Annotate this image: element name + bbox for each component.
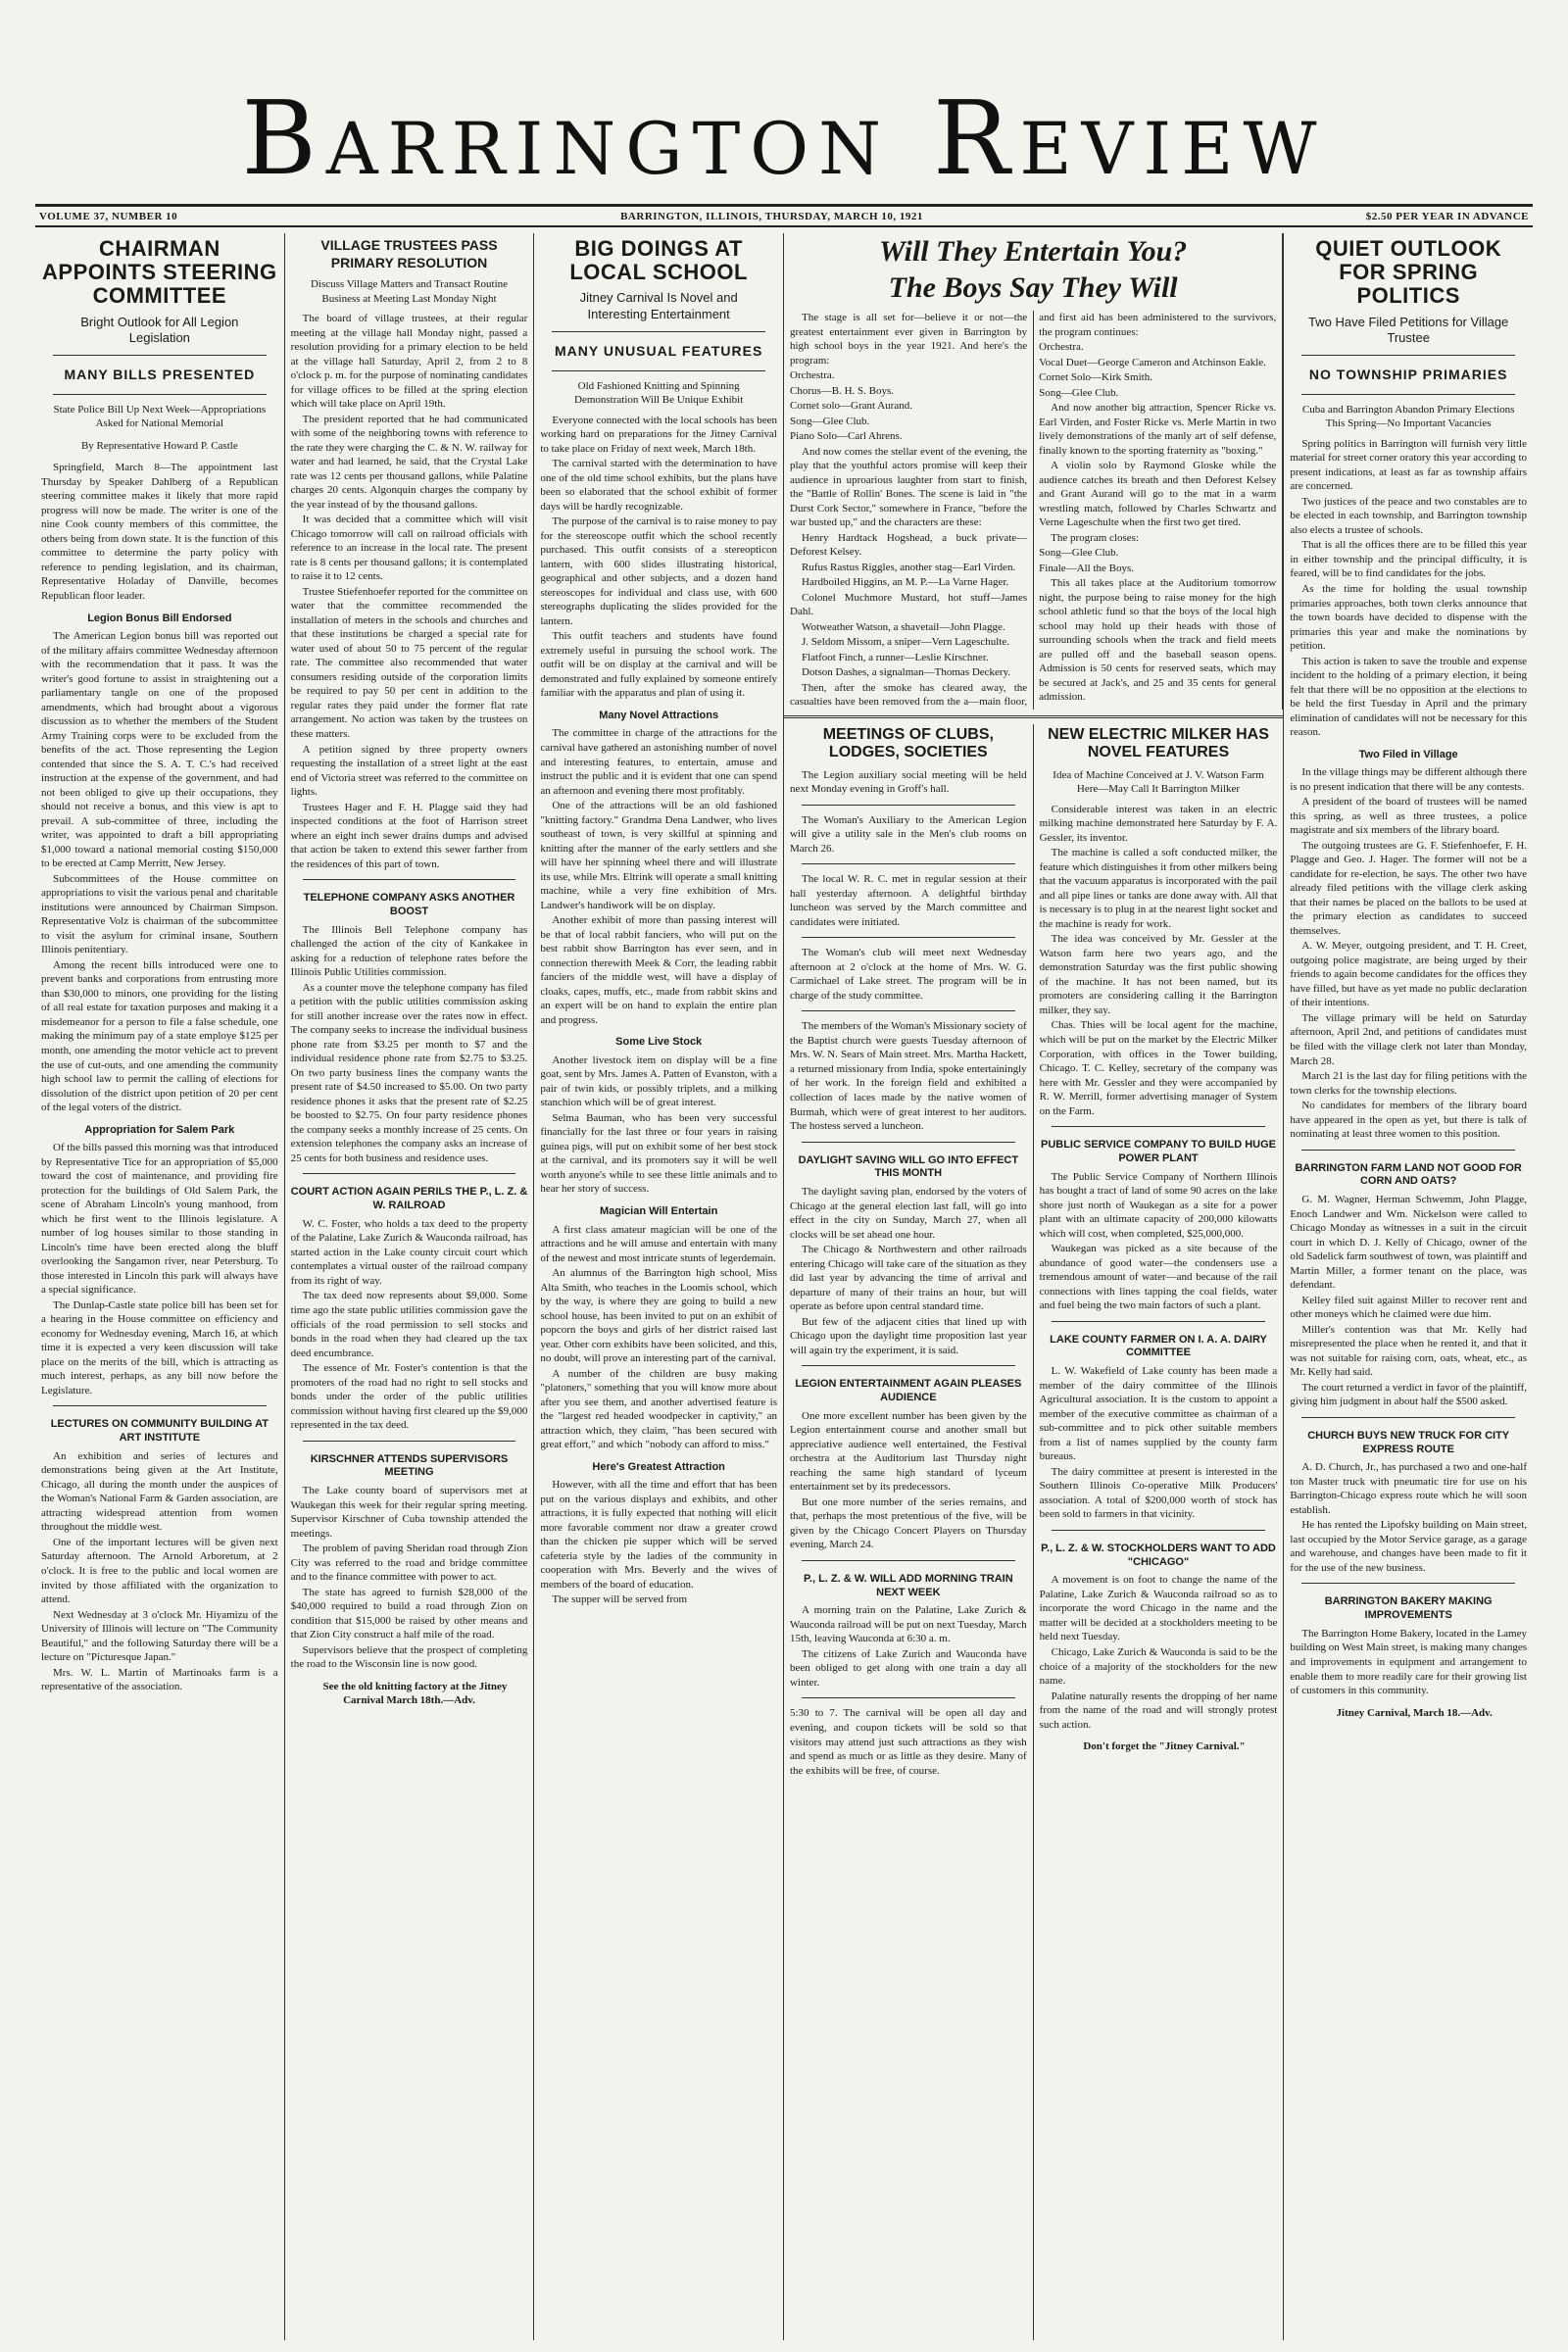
paragraph: A morning train on the Palatine, Lake Zurich & Wauconda railroad will be put on next Tuesday, March 15th, leaving Wauconda at 6:30 a. m. bbox=[790, 1604, 1027, 1645]
divider bbox=[802, 1697, 1015, 1698]
paragraph: He has rented the Lipofsky building on Main street, last occupied by the Motor Service garage, as a garage and warehouse, and changes have been made to fit it for the use of the new business. bbox=[1290, 1519, 1527, 1574]
deck-state-police: State Police Bill Up Next Week—Appropriations Asked for National Memorial bbox=[53, 403, 267, 430]
divider bbox=[802, 1142, 1015, 1143]
paragraph: And now comes the stellar event of the evening, the play that the youthful actors promise will keep their audience in uproarious laughter from start to finish, the "Battle of Rollin' Bones. The scene is laid in "the Durst Cork Sector," somewhere in France, "before the war busted up," and the characters are these: bbox=[790, 445, 1028, 529]
headline-stockholders: P., L. Z. & W. STOCKHOLDERS WANT TO ADD "CHICAGO" bbox=[1041, 1542, 1276, 1568]
deck-knitting: Old Fashioned Knitting and Spinning Demonstration Will Be Unique Exhibit bbox=[574, 379, 744, 407]
subhead: Many Novel Attractions bbox=[599, 709, 719, 721]
paragraph: Another livestock item on display will be a fine goat, sent by Mrs. James A. Patten of Evanston, with a pair of twin kids, or possibly triplets, and a milking stanchion which will be of great interest. bbox=[540, 1054, 777, 1109]
entertainment-story bbox=[784, 233, 1283, 710]
newspaper-title: Barrington Review bbox=[241, 78, 1327, 198]
paragraph: Kelley filed suit against Miller to recover rent and other moneys which he claimed were due him. bbox=[1290, 1294, 1527, 1321]
paragraph: One of the important lectures will be given next Saturday afternoon. The Arnold Arboretum, at 2 o'clock. It is free to the public and local women are invited by those affiliated with the organization to attend. bbox=[41, 1536, 278, 1606]
deck-two-filed: Two Have Filed Petitions for Village Trustee bbox=[1308, 314, 1509, 346]
paragraph: The tax deed now represents about $9,000. Some time ago the state public utilities commission gave the officials of the road permission to sell stocks and bonds in the road when they had cleared up the tax deed encumbrance. bbox=[290, 1290, 528, 1359]
headline-meetings: MEETINGS OF CLUBS, LODGES, SOCIETIES bbox=[822, 725, 994, 761]
advertisement-line: Don't forget the "Jitney Carnival." bbox=[1083, 1740, 1246, 1753]
deck-discuss-village: Discuss Village Matters and Transact Routine Business at Meeting Last Monday Night bbox=[310, 278, 509, 305]
paragraph: The Woman's club will meet next Wednesday afternoon at 2 o'clock at the home of Mrs. W. G. Carmichael of Lake street. The program will be in charge of the study committee. bbox=[790, 947, 1027, 1002]
cast-item: Dotson Dashes, a signalman—Thomas Deckery. bbox=[802, 666, 1011, 679]
paragraph: The citizens of Lake Zurich and Wauconda have been obliged to get along with one train a day all winter. bbox=[790, 1647, 1027, 1689]
paragraph: Selma Bauman, who has been very successful financially for the last three or four years in raising guinea pigs, will put on exhibit some of her best stock at the carnival, and its promoters say it will be well worth anyone's while to see these little animals and to hear her story of success. bbox=[540, 1111, 777, 1196]
program-item: Song—Glee Club. bbox=[1039, 386, 1119, 399]
paragraph: Supervisors believe that the prospect of completing the road to the Wisconsin line is now good. bbox=[290, 1643, 528, 1671]
paragraph: The Illinois Bell Telephone company has challenged the action of the city of Kankakee in asking for a reduction of telephone rates before the Illinois Public Utilities commission. bbox=[290, 923, 528, 979]
divider bbox=[1301, 1583, 1515, 1584]
paragraph: Springfield, March 8—The appointment last Thursday by Speaker Dahlberg of a Republican steering committee makes it likely that more rapid progress will now be made. The writer is one of the nine Cook county members of this committee, the others being from down state. It is the function of this committee to determine the party policy with reference to pending legislation, and its chairman, Representative Holaday of Danville, becomes Republican floor leader. bbox=[41, 462, 278, 602]
divider bbox=[303, 879, 516, 880]
paragraph: An exhibition and series of lectures and demonstrations being given at the Art Institute, Chicago, all during the month under the auspices of the Woman's National Farm & Garden association, are attracting widespread attention from women throughout the middle west. bbox=[41, 1449, 278, 1534]
paragraph: Spring politics in Barrington will furnish very little material for street corner oratory this year according to present indications, at least as far as township affairs are concerned. bbox=[1290, 437, 1527, 493]
program-item: Orchestra. bbox=[790, 369, 835, 382]
paragraph: The Woman's Auxiliary to the American Legion will give a utility sale in the Men's club rooms on March 26. bbox=[790, 813, 1027, 855]
paragraph: No candidates for members of the library board have appeared in the open as yet, but there is talk of nominating at least three women to this position. bbox=[1290, 1100, 1527, 1141]
paragraph: One more excellent number has been given by the Legion entertainment course and another small but appreciative audience well entertained, the Festival orchestra at the Auditorium last Thursday night reaching the same high standard of lyceum entertainment set by its predecessors. bbox=[790, 1409, 1027, 1494]
program-item: Song—Glee Club. bbox=[1039, 547, 1119, 560]
subhead: Two Filed in Village bbox=[1358, 748, 1458, 760]
dateline-bar bbox=[35, 204, 1533, 227]
divider bbox=[53, 1405, 267, 1406]
cast-item: Colonel Muchmore Mustard, hot stuff—James Dahl. bbox=[790, 591, 1028, 618]
paragraph: The Barrington Home Bakery, located in the Lamey building on West Main street, is making many changes and improvements in equipment and arrangement to enable them to more readily care for their growing list of customers in this community. bbox=[1290, 1627, 1527, 1697]
divider bbox=[1301, 394, 1515, 395]
place-and-date: BARRINGTON, ILLINOIS, THURSDAY, MARCH 10, 1921 bbox=[620, 210, 923, 222]
paragraph: The president reported that he had communicated with some of the neighboring towns with reference to the rate they were charging the C. & N. W. railway for water and had learned, he said, that the Crystal Lake rate was 12 cents per thousand gallons, while Palatine charges 20 cents. Algonquin charges the company by the year instead of by the thousand gallons. bbox=[290, 413, 528, 511]
divider bbox=[552, 331, 765, 332]
divider bbox=[802, 805, 1015, 806]
program-item: Piano Solo—Carl Ahrens. bbox=[790, 430, 903, 443]
divider bbox=[53, 394, 267, 395]
paragraph: Trustees Hager and F. H. Plagge said they had inspected conditions at the foot of Harrison street where an eight inch sewer drains dumps and advised that action be taken to extend this sewer farther from the residences of this part of town. bbox=[290, 801, 528, 870]
paragraph: The Public Service Company of Northern Illinois has bought a tract of land of some 90 acres on the lake shore just north of Waukegan as a site for a power plant with an ultimate capacity of 200,000 kilowatts which will cost, when completed, $25,000,000. bbox=[1039, 1170, 1278, 1240]
masthead bbox=[35, 0, 1533, 204]
program-item: Orchestra. bbox=[1039, 341, 1084, 354]
paragraph: It was decided that a committee which will visit Chicago tomorrow will call on railroad officials with reference to an increase in the local rate. The present rate is 8 cents per thousand gallons; it is contemplated to raise it to 12 cents. bbox=[290, 514, 528, 583]
paragraph: However, with all the time and effort that has been put on the various displays and exhibits, and other attractions, it is fully expected that nothing will elicit more favorable comment nor draw a greater crowd than the chicken pie supper which will be served cafeteria style by the ladies of the community in cooperation with Mrs. Beverly and the wives of members of the board of education. bbox=[540, 1479, 777, 1591]
paragraph: As a counter move the telephone company has filed a petition with the public utilities commission asking for still another increase over the rates now in effect. The company seeks to increase the individual business phone rate from $3.25 per month to $7 and the individual residence phone rate from $2.75 to $3.25. On two party business lines the company wants the present rate of $4.50 increased to $5.00. On two party residence phones it asks that the present rate of $2.25 be boosted to $2.75. On four party residence phones the company seeks a monthly increase of 25 cents. On extension telephones the company asks an increase of 25 cents for both business and residence uses. bbox=[290, 981, 528, 1164]
paragraph: The committee in charge of the attractions for the carnival have gathered an astonishing number of novel and interesting features, to entertain, amuse and instruct the public and it is evident that one can spend an afternoon and evening there most profitably. bbox=[540, 727, 777, 797]
subhead: Here's Greatest Attraction bbox=[592, 1460, 725, 1473]
paragraph: The Legion auxiliary social meeting will be held next Monday evening in Groff's hall. bbox=[790, 768, 1027, 796]
divider bbox=[303, 1173, 516, 1174]
headline-quiet-outlook: QUIET OUTLOOK FOR SPRING POLITICS bbox=[1315, 236, 1502, 309]
paragraph: Then, after the smoke has cleared away, the casualties have been removed from the a—main floor, and first aid has been administered to the survivors, the program continues: bbox=[790, 312, 1277, 709]
divider bbox=[1301, 1150, 1515, 1151]
paragraph: The program closes: bbox=[1051, 531, 1139, 544]
byline: By Representative Howard P. Castle bbox=[80, 439, 238, 452]
paragraph: A violin solo by Raymond Gloske while the audience catches its breath and then Deforest Kelsey and Grant Aurand will go to the mat in a warm wrestling match, followed by Charles Schwartz and Verne Lageschulte when the first two get tired. bbox=[1039, 460, 1277, 529]
program-item: Chorus—B. H. S. Boys. bbox=[790, 384, 895, 397]
paragraph: And now another big attraction, Spencer Ricke vs. Earl Virden, and Foster Ricke vs. Merle Martin in two lively demonstrations of the manly art of self defense, finally known to the sporting fraternity as "boxing." bbox=[1039, 402, 1277, 457]
paragraph: Two justices of the peace and two constables are to be elected in each township, and Barrington township also elects a trustee of schools. bbox=[1290, 495, 1527, 536]
divider bbox=[53, 355, 267, 356]
subhead: Some Live Stock bbox=[615, 1036, 703, 1049]
headline-church-truck: CHURCH BUYS NEW TRUCK FOR CITY EXPRESS ROUTE bbox=[1307, 1429, 1510, 1455]
cast-item: J. Seldom Missom, a sniper—Vern Lageschulte. bbox=[802, 636, 1010, 649]
headline-dairy-committee: LAKE COUNTY FARMER ON I. A. A. DAIRY COMMITTEE bbox=[1050, 1333, 1267, 1359]
paragraph: But few of the adjacent cities that lined up with Chicago upon the daylight time proposition last year will again try the experiment, it is said. bbox=[790, 1315, 1027, 1356]
divider bbox=[1052, 1321, 1266, 1322]
deck-unusual-features: MANY UNUSUAL FEATURES bbox=[554, 343, 763, 360]
paragraph: 5:30 to 7. The carnival will be open all day and evening, and coupon tickets will be sold so that visitors may attend just such attractions as they wish and spend as much or as little as they desire. Many of the exhibits will be free, of course. bbox=[790, 1707, 1027, 1777]
paragraph: Among the recent bills introduced were one to prevent banks and corporations from entrusting more than $30,000 to minors, one providing for the listing of all real estate for taxation purposes and making it a misdemeanor for a person to file a false schedule, one making the minimum pay of a state employe $125 per month, one amending the motor vehicle act to prevent the use of cut-outs, and one amending the community high school law to permit the calling of elections for dissolution of the district upon petition of 20 per cent of the legal voters of the district. bbox=[41, 958, 278, 1114]
paragraph: Palatine naturally resents the dropping of her name from the name of the road and will strongly protest such action. bbox=[1039, 1690, 1278, 1731]
paragraph: Chas. Thies will be local agent for the machine, which will be put on the market by the Electric Milker Corporation, with offices in the Tower building, Chicago. T. C. Kelley, secretary of the company was here with Mr. Gessler and they were accompanied by R. W. Merrill, former advertising manager of System on the Farm. bbox=[1039, 1019, 1278, 1117]
subhead: Magician Will Entertain bbox=[600, 1204, 718, 1217]
paragraph: The outgoing trustees are G. F. Stiefenhoefer, F. H. Plagge and Geo. J. Hager. The former will not be a candidate for re-election, he says. The other two have already filed petitions with the village clerk asking that their names be placed on the ballots to be used at the primary election as candidates to succeed themselves. bbox=[1290, 839, 1527, 937]
paragraph: Subcommittees of the House committee on appropriations to visit the various penal and charitable institutions were announced by Chairman Simpson. Representative Volz is chairman of the subcommittee to visit the asylum for criminal insane, Southern Illinois penitentiary. bbox=[41, 872, 278, 956]
program-item: Song—Glee Club. bbox=[790, 415, 870, 427]
headline-court-action: COURT ACTION AGAIN PERILS THE P., L. Z. & W. RAILROAD bbox=[290, 1186, 528, 1212]
paragraph: The board of village trustees, at their regular meeting at the village hall Monday night, passed a resolution providing for a primary election to be held at the village hall Saturday, April 2, from 2 to 8 o'clock p. m. for the purpose of nominating candidates for village offices to be filled at the spring election which will take place on April 19th. bbox=[290, 313, 528, 411]
paragraph: A first class amateur magician will be one of the attractions and he will amuse and entertain with many of the newest and most intricate stunts of legerdemain. bbox=[540, 1223, 777, 1264]
deck-bright-outlook: Bright Outlook for All Legion Legislation bbox=[80, 314, 239, 346]
advertisement-line: See the old knitting factory at the Jitney Carnival March 18th.—Adv. bbox=[322, 1680, 508, 1707]
headline-telephone-company: TELEPHONE COMPANY ASKS ANOTHER BOOST bbox=[303, 892, 515, 917]
subhead: Legion Bonus Bill Endorsed bbox=[87, 612, 232, 624]
paragraph: This action is taken to save the trouble and expense incident to the holding of a primary election, it being felt that there will be no opposition at the elections to be held the first Tuesday in April and the primary elimination of candidates will not be necessary for this reason. bbox=[1290, 655, 1527, 739]
paragraph: The Dunlap-Castle state police bill has been set for a hearing in the House committee on efficiency and economy for Wednesday evening, March 16, at which time it is expected a very keen discussion will take place on the merits of the bill, which is attracting as much interest, perhaps, as any bill now before the Legislature. bbox=[41, 1298, 278, 1396]
paragraph: The state has agreed to furnish $28,000 of the $40,000 required to build a road through Zion on condition that $15,000 be raised by other means and that Zion City construct a half mile of the road. bbox=[290, 1586, 528, 1642]
deck-no-primaries: NO TOWNSHIP PRIMARIES bbox=[1308, 367, 1508, 383]
paragraph: A president of the board of trustees will be named this spring, as well as three trustees, a police magistrate and six members of the library board. bbox=[1290, 796, 1527, 837]
divider bbox=[784, 715, 1283, 718]
entertainment-body bbox=[790, 311, 1276, 710]
paragraph: This outfit teachers and students have found extremely useful in pursuing the school work. The outfit will be on display at the carnival and will be demonstrated and fully explained by someone entirely familiar with the apparatus and plan of using it. bbox=[540, 630, 777, 700]
paragraph: G. M. Wagner, Herman Schwemm, John Plagge, Enoch Landwer and Wm. Nickelson were called to Chicago Monday as witnesses in a suit in the circuit court in which D. J. Kelly of Chicago, owner of the old Sadelick farm southwest of town, was plaintiff and Martin Miller, a former tenant on the place, was defendant. bbox=[1290, 1194, 1527, 1292]
divider bbox=[552, 370, 765, 371]
paragraph: Considerable interest was taken in an electric milking machine demonstrated here Saturday by F. A. Gessler, its inventor. bbox=[1039, 803, 1278, 844]
paragraph: The purpose of the carnival is to raise money to pay for the stereoscope outfit which the school recently purchased. This outfit consists of a stereopticon lantern, with 600 slides illustrating historical, geographical and other subjects, and a dozen hand stereoscopes for individual and class use, with 600 stereographs duplicating the slides provided for the lantern. bbox=[540, 515, 777, 627]
volume-number: VOLUME 37, NUMBER 10 bbox=[39, 210, 178, 222]
headline-electric-milker: NEW ELECTRIC MILKER HAS NOVEL FEATURES bbox=[1048, 725, 1269, 761]
paragraph: The court returned a verdict in favor of the plaintiff, giving him judgment in about half the $500 asked. bbox=[1290, 1381, 1527, 1408]
paragraph: The carnival started with the determination to have one of the old time school exhibits, but the plans have been so elaborated that the school exhibit of former days will be hardly recognizable. bbox=[540, 458, 777, 513]
column-2 bbox=[285, 233, 535, 2340]
headline-farm-land: BARRINGTON FARM LAND NOT GOOD FOR CORN AND OATS? bbox=[1295, 1161, 1522, 1188]
headline-morning-train: P., L. Z. & W. WILL ADD MORNING TRAIN NEXT WEEK bbox=[803, 1572, 1013, 1598]
cast-item: Hardboiled Higgins, an M. P.—La Varne Hager. bbox=[802, 576, 1009, 589]
divider bbox=[802, 1365, 1015, 1366]
paragraph: The idea was conceived by Mr. Gessler at the Watson farm here two years ago, and the demonstration Saturday was the first public showing of the machine. It has not been named, but its promoters are considering calling it the Barrington milker, they say. bbox=[1039, 933, 1278, 1016]
paragraph: The members of the Woman's Missionary society of the Baptist church were guests Tuesday afternoon of Mrs. W. N. Sears of Main street. Mrs. Martha Hackett, a returned missionary from India, spoke entertainingly of her work. In the foreign field and exhibited a collection of laces made by the native women of Burmah, which were of great interest to her auditors. The hostess served a luncheon. bbox=[790, 1020, 1027, 1133]
advertisement-line: Jitney Carnival, March 18.—Adv. bbox=[1336, 1706, 1493, 1719]
paragraph: W. C. Foster, who holds a tax deed to the property of the Palatine, Lake Zurich & Wauconda railroad, has started action in the Lake county circuit court which contemplates a virtual ouster of the railroad company from its right of way. bbox=[290, 1217, 528, 1287]
paragraph: The village primary will be held on Saturday afternoon, April 2nd, and petitions of candidates must be filed with the village clerk not later than Monday, March 28. bbox=[1290, 1011, 1527, 1067]
paragraph: The Lake county board of supervisors met at Waukegan this week for their regular spring meeting. Supervisor Kirschner of Cuba township attended the meetings. bbox=[290, 1485, 528, 1540]
cast-item: Flatfoot Finch, a runner—Leslie Kirschner. bbox=[802, 651, 989, 663]
paragraph: A movement is on foot to change the name of the Palatine, Lake Zurich & Wauconda railroad so as to incorporate the word Chicago in the name and the matter will be decided at a stockholders meeting to be held next Tuesday. bbox=[1039, 1574, 1278, 1643]
paragraph: Waukegan was picked as a site because of the abundance of good water—the condensers use a tremendous amount of water—and because of the rail connections with lines tapping the coal fields, water and fuel being the two main factors of such a plant. bbox=[1039, 1243, 1278, 1312]
paragraph: The dairy committee at present is interested in the Southern Illinois Co-operative Milk Producers' association. A total of $200,000 worth of stock has been sold to farmers in that vicinity. bbox=[1039, 1465, 1278, 1521]
paragraph: L. W. Wakefield of Lake county has been made a member of the dairy committee of the Illinois Agricultural association. It is the custom to appoint a member of the executive committee as chairman of a sub-committee and to pick other suitable members from a list of names supplied by the county farm bureaus. bbox=[1039, 1365, 1278, 1463]
paragraph: Next Wednesday at 3 o'clock Mr. Hiyamizu of the University of Illinois will lecture on "The Community Beautiful," and the following Saturday there will be a lecture on "Picturesque Japan." bbox=[41, 1608, 278, 1664]
headline-daylight-saving: DAYLIGHT SAVING WILL GO INTO EFFECT THIS MONTH bbox=[798, 1153, 1019, 1180]
headline-will-they-entertain: Will They Entertain You? bbox=[879, 235, 1188, 268]
headline-lectures: LECTURES ON COMMUNITY BUILDING AT ART INSTITUTE bbox=[50, 1418, 269, 1445]
paragraph: The supper will be served from bbox=[552, 1593, 688, 1606]
paragraph: A. W. Meyer, outgoing president, and T. H. Creet, outgoing police magistrate, are being urged by their friends to again become candidates for the offices they have filled, but have as yet made no public declaration of their intentions. bbox=[1290, 940, 1527, 1009]
paragraph: The local W. R. C. met in regular session at their hall yesterday afternoon. A delightful birthday luncheon was served by the March committee and candidates were initiated. bbox=[790, 873, 1027, 928]
paragraph: This all takes place at the Auditorium tomorrow night, the purpose being to raise money for the high school athletic fund so that the boys of the local high school may hold up their heads with those of surrounding schools when the track and field meets are pulled off and the baseball season opens. Admission is 50 cents for reserved seats, which may be secured at Jack's, and 25 and 35 cents for general admission. bbox=[1039, 577, 1277, 704]
paragraph: The American Legion bonus bill was reported out of the military affairs committee Wednesday afternoon with the recommendation that it pass. It was the writer's good fortune to assist in straightening out a parliamentary tangle on one of the proposed amendments, which had brought about a vigorous discussion as to whether the members of the Student Army Training corps were to be excluded from the benefits of the act. Those representing the Legion contended that since the S. A. T. C.'s had received instruction at the expense of the government, and had not been obliged to give up their occupations, they should not receive a bonus, and this view is apt to prevail. A sub-committee of three, including the writer, was appointed to draft a bill appropriating $1,000 toward a national memorial costing $150,000 to be erected at Camp Merritt, New Jersey. bbox=[41, 630, 278, 870]
paragraph: A number of the children are busy making "platoners," something that you will know more about after you see them, and another advertised feature is the "largest red headed woodpecker in captivity," an attraction which, they claim, "has been secured with great effort," and which "nobody can afford to miss." bbox=[540, 1367, 777, 1451]
headline-big-doings: BIG DOINGS AT LOCAL SCHOOL bbox=[569, 236, 748, 285]
headline-kirschner: KIRSCHNER ATTENDS SUPERVISORS MEETING bbox=[310, 1452, 509, 1479]
paragraph: But one more number of the series remains, and that, perhaps the most pretentious of the five, will be given by the Chicago Concert Players on Thursday evening, March 24. bbox=[790, 1495, 1027, 1551]
divider bbox=[802, 937, 1015, 938]
divider bbox=[802, 863, 1015, 864]
deck-jitney-carnival: Jitney Carnival Is Novel and Interesting Entertainment bbox=[579, 290, 738, 322]
paragraph: Everyone connected with the local schools has been working hard on preparations for the Jitney Carnival to take place on Friday of next week, March 18th. bbox=[540, 414, 777, 455]
subhead: Appropriation for Salem Park bbox=[84, 1123, 235, 1136]
paragraph: As the time for holding the usual township primaries approaches, both town clerks announce that the town boards have decided to dispense with the primaries this year and make the nominations by petition. bbox=[1290, 583, 1527, 653]
paragraph: An alumnus of the Barrington high school, Miss Alta Smith, who teaches in the Loomis school, which by the way, is where they are going to build a new school house, has been invited to put on an exhibit of popcorn the boys and girls of her district raised last year. Other corn exhibits have been solicited, and this, no doubt, will prove an interesting part of the carnival. bbox=[540, 1267, 777, 1365]
paragraph: That is all the offices there are to be filled this year in either township and the principal difficulty, it is feared, will be to find candidates for the jobs. bbox=[1290, 539, 1527, 580]
divider bbox=[1052, 1530, 1266, 1531]
divider bbox=[1052, 1126, 1266, 1127]
paragraph: A. D. Church, Jr., has purchased a two and one-half ton Master truck with pneumatic tire for use on his Barrington-Chicago express route which he will soon establish. bbox=[1290, 1461, 1527, 1516]
paragraph: The stage is all set for—believe it or not—the greatest entertainment ever given in Barrington by high school boys in the year 1921. And here's the program: bbox=[790, 312, 1028, 367]
divider bbox=[802, 1010, 1015, 1011]
headline-public-service: PUBLIC SERVICE COMPANY TO BUILD HUGE POWER PLANT bbox=[1040, 1139, 1276, 1164]
program-item: Vocal Duet—George Cameron and Atchinson Eakle. bbox=[1039, 356, 1266, 368]
paragraph: The machine is called a soft conducted milker, the feature which distinguishes it from other milkers being that the vacuum apparatus is incorporated with the pail and all pipe lines or tanks are done away with. All that is necessary is to plug in at the nearest light socket and the machine is ready for work. bbox=[1039, 847, 1278, 930]
program-item: Cornet Solo—Kirk Smith. bbox=[1039, 371, 1152, 384]
paragraph: The essence of Mr. Foster's contention is that the promoters of the road had no right to sell stocks and bonds under the order of the public utilities commission without having first cleared up the $9,000 represented in the tax deed. bbox=[290, 1362, 528, 1432]
program-item: Cornet solo—Grant Aurand. bbox=[790, 400, 912, 413]
headline-village-trustees: VILLAGE TRUSTEES PASS PRIMARY RESOLUTION bbox=[320, 237, 498, 270]
paragraph: In the village things may be different although there is no present indication that there will be any contests. bbox=[1290, 766, 1527, 793]
paragraph: One of the attractions will be an old fashioned "knitting factory." Grandma Dena Landwer, who lives southeast of town, is very skillful at spinning and knitting after the manner of the early settlers and she will have her spinning wheel there and will illustrate its use, while Mrs. Eltrink will operate a small knitting machine, while a very fine exhibition of Mrs. Landwer's handiwork will be on display. bbox=[540, 800, 777, 911]
paragraph: Mrs. W. L. Martin of Martinoaks farm is a representative of the association. bbox=[41, 1666, 278, 1693]
cast-item: Rufus Rastus Riggles, another stag—Earl Virden. bbox=[802, 561, 1016, 573]
subscription-price: $2.50 PER YEAR IN ADVANCE bbox=[1365, 210, 1529, 222]
headline-legion-entertainment: LEGION ENTERTAINMENT AGAIN PLEASES AUDIENCE bbox=[795, 1378, 1022, 1403]
headline-chairman-appoints: CHAIRMAN APPOINTS STEERING COMMITTEE bbox=[42, 236, 277, 309]
divider bbox=[1301, 1417, 1515, 1418]
paragraph: The Chicago & Northwestern and other railroads entering Chicago will take care of the situation as they did last year by advancing the time of arrival and departure of many of their trains an hour, but will operate as before upon central standard time. bbox=[790, 1244, 1027, 1313]
column-3 bbox=[534, 233, 784, 2340]
column-6 bbox=[1283, 233, 1533, 2340]
paragraph: Chicago, Lake Zurich & Wauconda is said to be the choice of a majority of the stockholders for the new name. bbox=[1039, 1645, 1278, 1688]
deck-cuba-barrington: Cuba and Barrington Abandon Primary Elections This Spring—No Important Vacancies bbox=[1301, 403, 1515, 430]
deck-many-bills: MANY BILLS PRESENTED bbox=[64, 367, 256, 383]
paragraph: Of the bills passed this morning was that introduced by Representative Tice for an appropriation of $5,000 toward the cost of maintenance, and providing fire protection for the buildings of Old Salem Park, the scene of Abraham Lincoln's young manhood, from which he first went to the Illinois legislature. A number of log houses similar to those standing in Lincoln's time have been erected along the bluff overlooking the Sangamon river, near Petersburg. To those interested in Lincoln this park will always have a special significance. bbox=[41, 1142, 278, 1297]
article-columns bbox=[35, 233, 1533, 2340]
paragraph: Miller's contention was that Mr. Kelly had misrepresented the place when he rented it, and that it was not suitable for raising corn, oats, wheat, etc., as Mr. Kelly had said. bbox=[1290, 1323, 1527, 1379]
cast-item: Wotweather Watson, a shavetail—John Plagge. bbox=[802, 620, 1005, 633]
column-1 bbox=[35, 233, 285, 2340]
headline-boys-say: The Boys Say They Will bbox=[888, 270, 1178, 304]
deck-milker: Idea of Machine Conceived at J. V. Watson Farm Here—May Call It Barrington Milker bbox=[1053, 768, 1264, 796]
lower-columns-4-5 bbox=[784, 724, 1283, 2340]
divider bbox=[1301, 355, 1515, 356]
headline-bakery: BARRINGTON BAKERY MAKING IMPROVEMENTS bbox=[1324, 1595, 1493, 1622]
paragraph: Another exhibit of more than passing interest will be that of local rabbit fanciers, who will put on the best rabbit show Barrington has ever seen, and in connection therewith Meek & Corr, the leading rabbit fanciers of the middle west, will have a display of cloaks, capes, muffs, etc., made from rabbit skins and an expert will be on hand to explain the entire plan and progress. bbox=[540, 914, 777, 1026]
divider bbox=[303, 1441, 516, 1442]
column-5 bbox=[1034, 724, 1284, 2340]
paragraph: Trustee Stiefenhoefer reported for the committee on water that the committee recommended the installation of meters in the schools and churches and that these institutions be charged a special rate for water used of about 50 to 75 percent of the regular rate. The committee also recommended that water consumers residing outside of the corporation limits be required to pay 50 per cent in addition to the regular rates they paid under the former flat rate arrangement. No action was taken by the trustees on these matters. bbox=[290, 585, 528, 740]
columns-4-5 bbox=[784, 233, 1283, 2340]
paragraph: The daylight saving plan, endorsed by the voters of Chicago at the general election last fall, will go into effect in the city on Sunday, March 27, when all clocks will be set ahead one hour. bbox=[790, 1186, 1027, 1241]
paragraph: March 21 is the last day for filing petitions with the town clerks for the township elections. bbox=[1290, 1070, 1527, 1097]
divider bbox=[802, 1560, 1015, 1561]
program-item: Finale—All the Boys. bbox=[1039, 562, 1135, 574]
paragraph: The problem of paving Sheridan road through Zion City was referred to the road and bridge committee and to the finance committee with power to act. bbox=[290, 1543, 528, 1584]
column-4 bbox=[784, 724, 1034, 2340]
paragraph: A petition signed by three property owners requesting the installation of a street light at the east end of Victoria street was referred to the committee on lights. bbox=[290, 743, 528, 799]
cast-item: Henry Hardtack Hogshead, a buck private—Deforest Kelsey. bbox=[790, 531, 1028, 559]
